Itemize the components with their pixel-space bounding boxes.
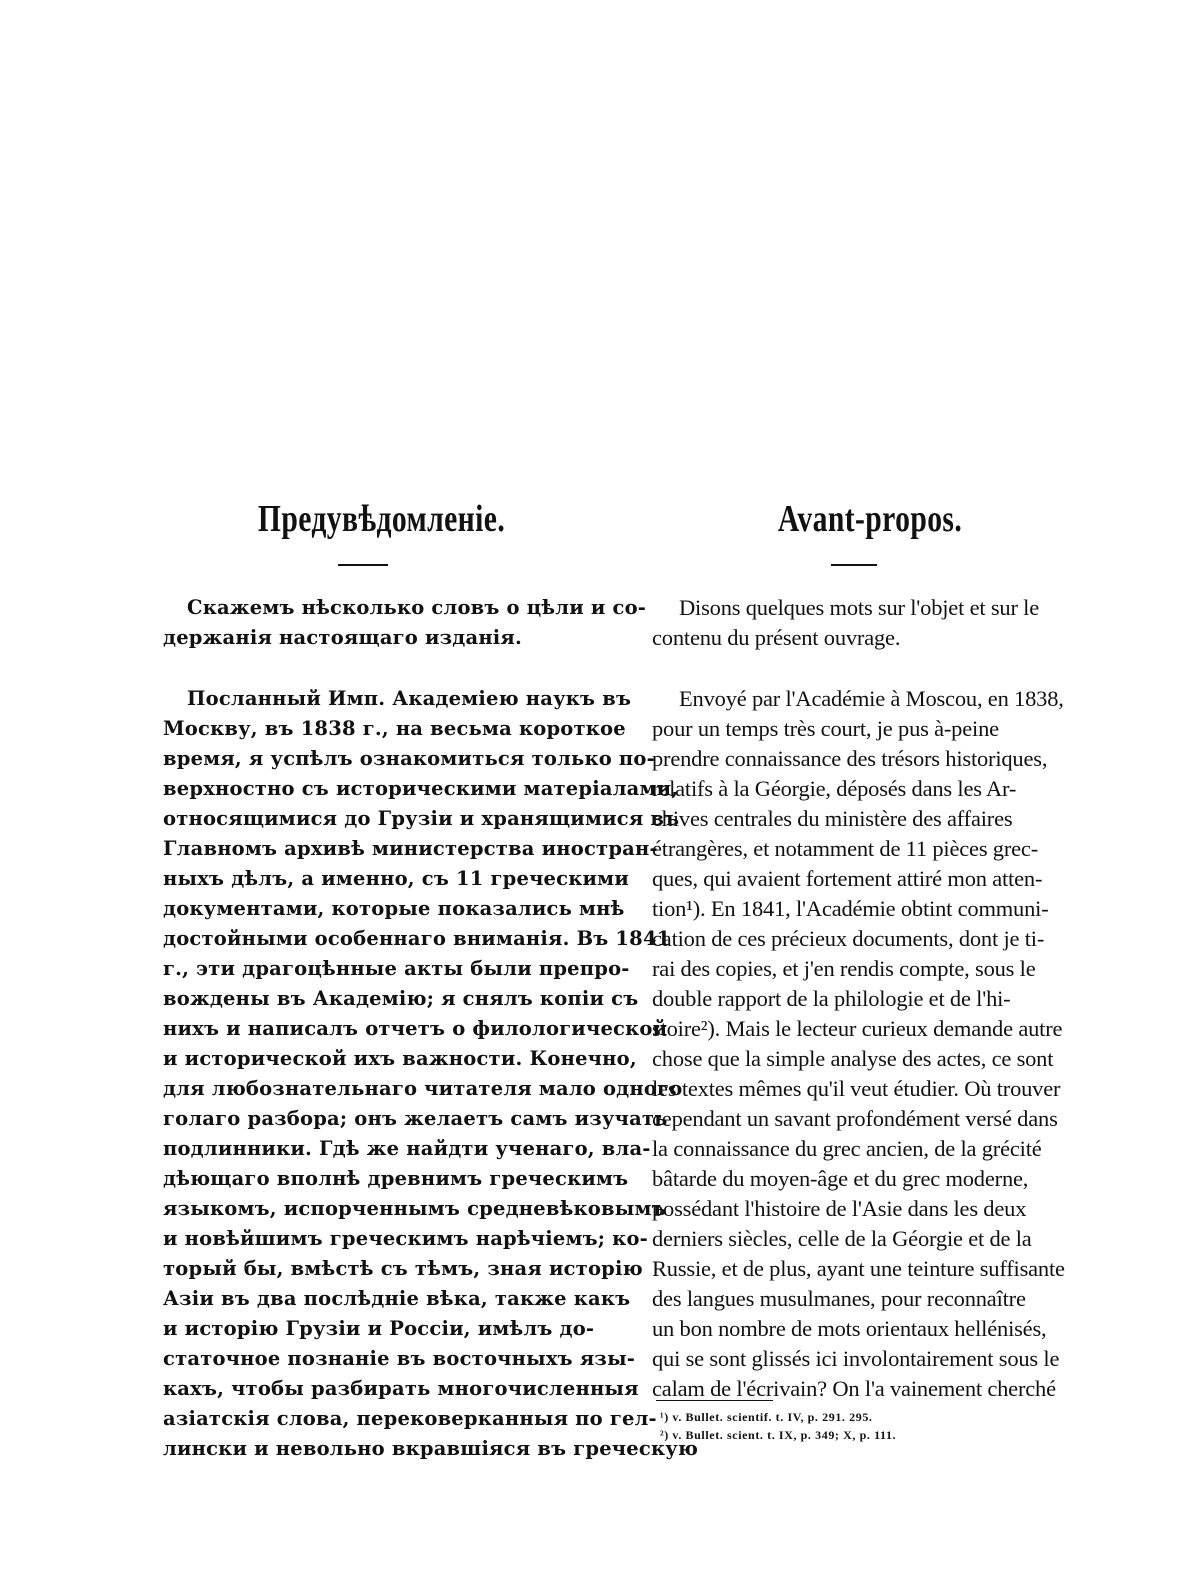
text-line: rai des copies, et j'en rendis compte, sous le [652, 956, 1036, 981]
russian-heading: Предувѣдомленіе. [257, 498, 506, 540]
text-line: Скажемъ нѣсколько словъ о цѣли и со- [187, 596, 647, 619]
text-line: для любознательнаго читателя мало одного [163, 1077, 683, 1100]
text-line: подлинники. Гдѣ же найдти ученаго, вла- [163, 1137, 651, 1160]
text-line: и исторической ихъ важности. Конечно, [163, 1047, 637, 1070]
text-line: голаго разбора; онъ желаетъ самъ изучать [163, 1107, 668, 1130]
text-line: calam de l'écrivain? On l'a vainement cherché [652, 1376, 1056, 1401]
text-line: относящимися до Грузіи и хранящимися въ [163, 807, 680, 830]
footnote-1: ¹) v. Bullet. scientif. t. IV, p. 291. 295. [660, 1410, 873, 1424]
text-line: qui se sont glissés ici involontairement sous le [652, 1346, 1060, 1371]
text-line: ныхъ дѣлъ, а именно, съ 11 греческими [163, 867, 629, 890]
text-line: кахъ, чтобы разбирать многочисленныя [163, 1377, 639, 1400]
french-body-paragraph [652, 684, 1088, 1404]
text-line: документами, которые показались мнѣ [163, 897, 625, 920]
text-line: ques, qui avaient fortement attiré mon atten- [652, 866, 1043, 891]
text-line: stoire²). Mais le lecteur curieux demande autre [652, 1016, 1063, 1041]
french-heading: Avant-propos. [777, 498, 963, 540]
text-line: étrangères, et notamment de 11 pièces grec- [652, 836, 1039, 861]
text-line: достойными особеннаго вниманія. Въ 1841 [163, 927, 671, 950]
text-line: верхностно съ историческими матеріалами, [163, 777, 679, 800]
text-line: cation de ces précieux documents, dont je ti- [652, 926, 1045, 951]
text-line: Азіи въ два послѣдніе вѣка, также какъ [163, 1287, 631, 1310]
french-intro-paragraph [652, 593, 1088, 653]
text-line: азіатскія слова, перековерканныя по гел- [163, 1407, 657, 1430]
text-line: double rapport de la philologie et de l'hi- [652, 986, 1011, 1011]
text-line: Москву, въ 1838 г., на весьма короткое [163, 717, 626, 740]
text-line: un bon nombre de mots orientaux hellénisés, [652, 1316, 1047, 1341]
text-line: время, я успѣлъ ознакомиться только по- [163, 747, 655, 770]
russian-body-paragraph [163, 684, 699, 1464]
text-line: chose que la simple analyse des actes, ce sont [652, 1046, 1054, 1071]
russian-intro-paragraph [163, 593, 647, 653]
text-line: prendre connaissance des trésors historiques, [652, 746, 1048, 771]
text-line: держанія настоящаго изданія. [163, 626, 523, 649]
french-column [652, 495, 1088, 1404]
text-line: derniers siècles, celle de la Géorgie et de la [652, 1226, 1032, 1251]
text-line: дѣющаго вполнѣ древнимъ греческимъ [163, 1167, 629, 1190]
text-line: Envoyé par l'Académie à Moscou, en 1838, [679, 686, 1064, 711]
text-line: статочное познаніе въ восточныхъ язы- [163, 1347, 636, 1370]
text-line: cependant un savant profondément versé dans [652, 1106, 1058, 1131]
text-line: des langues musulmanes, pour reconnaître [652, 1286, 1026, 1311]
text-line: и новѣйшимъ греческимъ нарѣчіемъ; ко- [163, 1227, 648, 1250]
text-line: pour un temps très court, je pus à-peine [652, 716, 999, 741]
text-line: tion¹). En 1841, l'Académie obtint communi- [652, 896, 1049, 921]
text-line: торый бы, вмѣстѣ съ тѣмъ, зная исторію [163, 1257, 643, 1280]
text-line: Посланный Имп. Академіею наукъ въ [187, 687, 632, 710]
text-line: нихъ и написалъ отчетъ о филологической [163, 1017, 668, 1040]
text-line: и исторію Грузіи и Россіи, имѣлъ до- [163, 1317, 595, 1340]
text-line: les textes mêmes qu'il veut étudier. Où trouver [652, 1076, 1061, 1101]
text-line: Russie, et de plus, ayant une teinture suffisante [652, 1256, 1065, 1281]
text-line: вождены въ Академію; я снялъ копіи съ [163, 987, 639, 1010]
text-line: relatifs à la Géorgie, déposés dans les Ar- [652, 776, 1017, 801]
text-line: языкомъ, испорченнымъ средневѣковымъ [163, 1197, 667, 1220]
text-line: Главномъ архивѣ министерства иностран- [163, 837, 658, 860]
text-line: г., эти драгоцѣнные акты были препро- [163, 957, 630, 980]
text-line: лински и невольно вкравшіяся въ греческую [163, 1437, 699, 1460]
french-heading-rule [831, 564, 877, 566]
footnote-rule [656, 1400, 773, 1401]
footnotes [660, 1408, 1080, 1444]
text-line: chives centrales du ministère des affaires [652, 806, 1013, 831]
russian-column [163, 495, 699, 1464]
russian-heading-rule [338, 564, 388, 566]
text-line: bâtarde du moyen-âge et du grec moderne, [652, 1166, 1029, 1191]
text-line: Disons quelques mots sur l'objet et sur le [679, 595, 1039, 620]
text-line: la connaissance du grec ancien, de la grécité [652, 1136, 1042, 1161]
text-line: possédant l'histoire de l'Asie dans les deux [652, 1196, 1027, 1221]
text-line: contenu du présent ouvrage. [652, 625, 901, 650]
footnote-2: ²) v. Bullet. scient. t. IX, p. 349; X, p. 111. [660, 1428, 897, 1442]
